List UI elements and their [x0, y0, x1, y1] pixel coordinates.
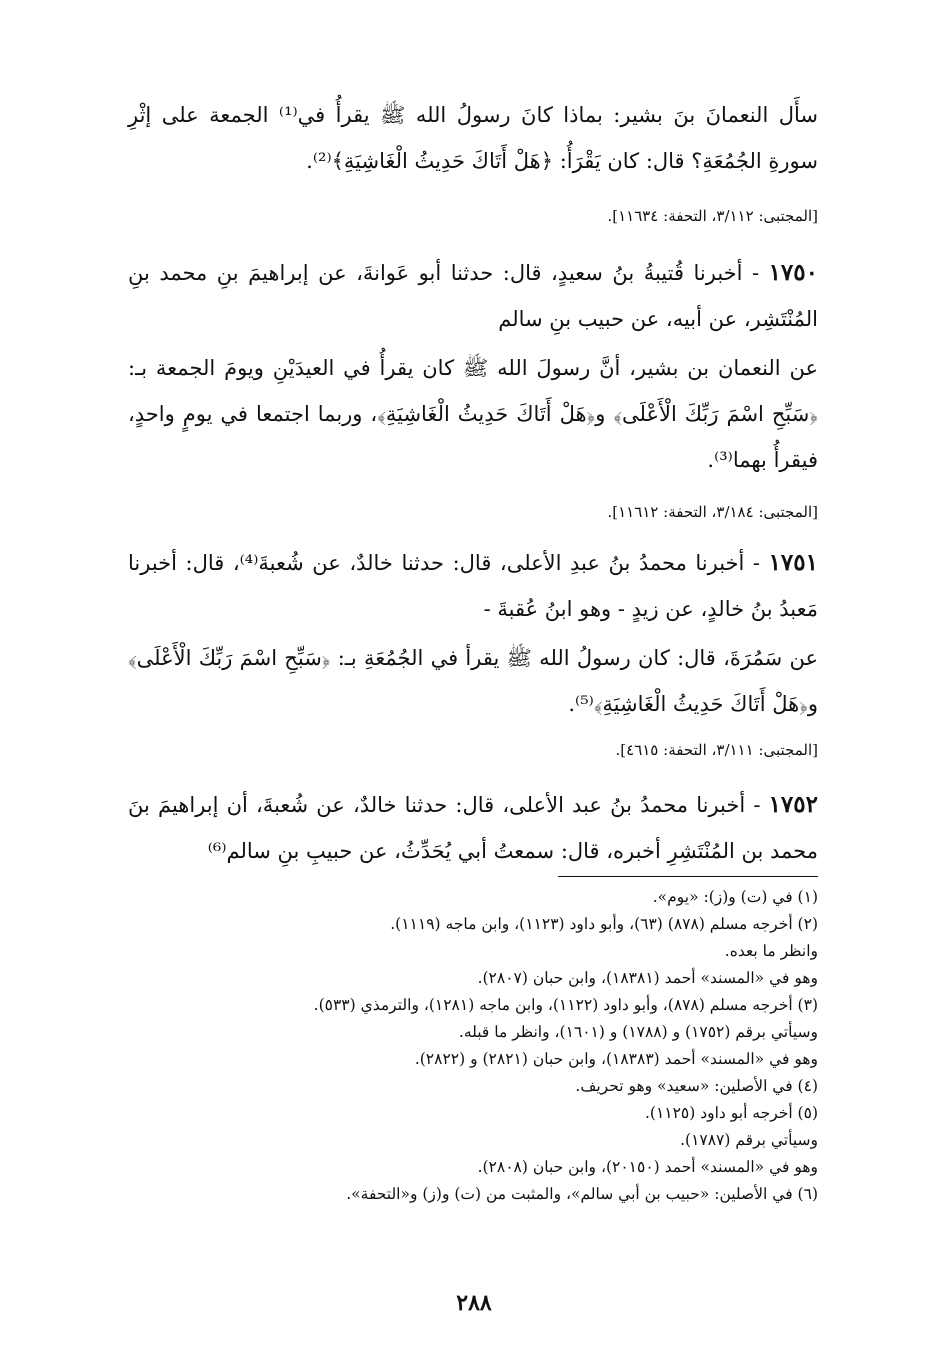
- page-number: ٢٨٨: [456, 1290, 492, 1316]
- reference-1750: [المجتبى: ٣/١٨٤، التحفة: ١١٦١٢].: [607, 503, 818, 521]
- isnad-1751-text: - أخبرنا محمدُ بنُ عبدِ الأعلى، قال: حدثنا خالدٌ، عن شُعبةَ⁽⁴⁾، قال: أخبرنا مَعبدُ بنُ خالدٍ، عن زيدٍ - وهو ابنُ عُقبةَ -: [128, 551, 818, 621]
- footnote-line: (٢) أخرجه مسلم (٨٧٨) (٦٣)، وأبو داود (١١٢٣)، وابن ماجه (١١١٩).: [390, 915, 818, 933]
- footnote-line: (١) في (ت) و(ز): «يوم».: [652, 888, 818, 906]
- footnote-line: وسيأتي برقم (١٧٥٢) و (١٧٨٨) و (١٦٠١)، وانظر ما قبله.: [458, 1023, 818, 1041]
- hadith-1750-text: عن النعمان بن بشير، أنَّ رسولَ الله ﷺ كان يقرأُ في العيدَيْنِ ويومَ الجمعة بـ: ﴿سَبِّحِ اسْمَ رَبِّكَ الْأَعْلَى﴾ و﴿هَلْ أَتَاكَ حَدِيثُ الْغَاشِيَةِ﴾، وربما اجتمعا في يومٍ واحدٍ، فيقرأُ بهما⁽³⁾.: [128, 356, 818, 472]
- footnote-line: (٣) أخرجه مسلم (٨٧٨)، وأبو داود (١١٢٢)، وابن ماجه (١٢٨١)، والترمذي (٥٣٣).: [313, 996, 818, 1014]
- hadith-1751-text: عن سَمُرَةَ، قال: كان رسولُ الله ﷺ يقرأ في الجُمُعَةِ بـ: ﴿سَبِّحِ اسْمَ رَبِّكَ الْأَعْلَى﴾ و﴿هَلْ أَتَاكَ حَدِيثُ الْغَاشِيَةِ﴾⁽⁵⁾.: [128, 646, 818, 716]
- hadith-number-1750: ١٧٥٠: [768, 259, 818, 286]
- footnote-line: (٥) أخرجه أبو داود (١١٢٥).: [644, 1104, 818, 1122]
- footnote-separator: [558, 876, 818, 877]
- footnote-line: وهو في «المسند» أحمد (٢٠١٥٠)، وابن حبان (٢٨٠٨).: [477, 1158, 818, 1176]
- hadith-number-1752: ١٧٥٢: [768, 791, 818, 818]
- footnote-line: (٦) في الأصلين: «حبيب بن أبي سالم»، والمثبت من (ت) و(ز) و«التحفة».: [346, 1185, 818, 1203]
- footnote-line: وهو في «المسند» أحمد (١٨٣٨٣)، وابن حبان (٢٨٢١) و (٢٨٢٢).: [414, 1050, 818, 1068]
- reference-1749: [المجتبى: ٣/١١٢، التحفة: ١١٦٣٤].: [607, 207, 818, 225]
- footnote-line: (٤) في الأصلين: «سعيد» وهو تحريف.: [575, 1077, 818, 1095]
- isnad-1750-text: - أخبرنا قُتيبةُ بنُ سعيدٍ، قال: حدثنا أبو عَوانةَ، عن إبراهيمَ بنِ محمد بنِ المُنْتَشِر، عن أبيه، عن حبيب بنِ سالم: [128, 261, 818, 331]
- isnad-1752-text: - أخبرنا محمدُ بنُ عبد الأعلى، قال: حدثنا خالدٌ، عن شُعبةَ، أن إبراهيمَ بنَ محمد بن المُنْتَشِرِ أخبره، قال: سمعتُ أبي يُحَدِّثُ، عن حبيبِ بنِ سالم⁽⁶⁾: [128, 793, 818, 863]
- footnote-line: وهو في «المسند» أحمد (١٨٣٨١)، وابن حبان (٢٨٠٧).: [477, 969, 818, 987]
- hadith-1750-isnad: [128, 250, 818, 342]
- footnote-line: وسيأتي برقم (١٧٨٧).: [680, 1131, 818, 1149]
- hadith-1752-isnad: [128, 782, 818, 874]
- reference-1751: [المجتبى: ٣/١١١، التحفة: ٤٦١٥].: [615, 741, 818, 759]
- hadith-number-1751: ١٧٥١: [768, 549, 818, 576]
- hadith-1751-isnad: [128, 540, 818, 632]
- hadith-text-continued: سأَل النعمانَ بنَ بشير: بماذا كانَ رسولُ الله ﷺ يقرأُ في⁽¹⁾ الجمعة على إثْرِ سورةِ الجُمُعَةِ؟ قال: كان يَقْرَأُ: ﴿هَلْ أَتَاكَ حَدِيثُ الْغَاشِيَةِ﴾⁽²⁾.: [128, 103, 818, 173]
- footnote-line: وانظر ما بعده.: [724, 942, 818, 960]
- footnotes: [128, 884, 818, 1208]
